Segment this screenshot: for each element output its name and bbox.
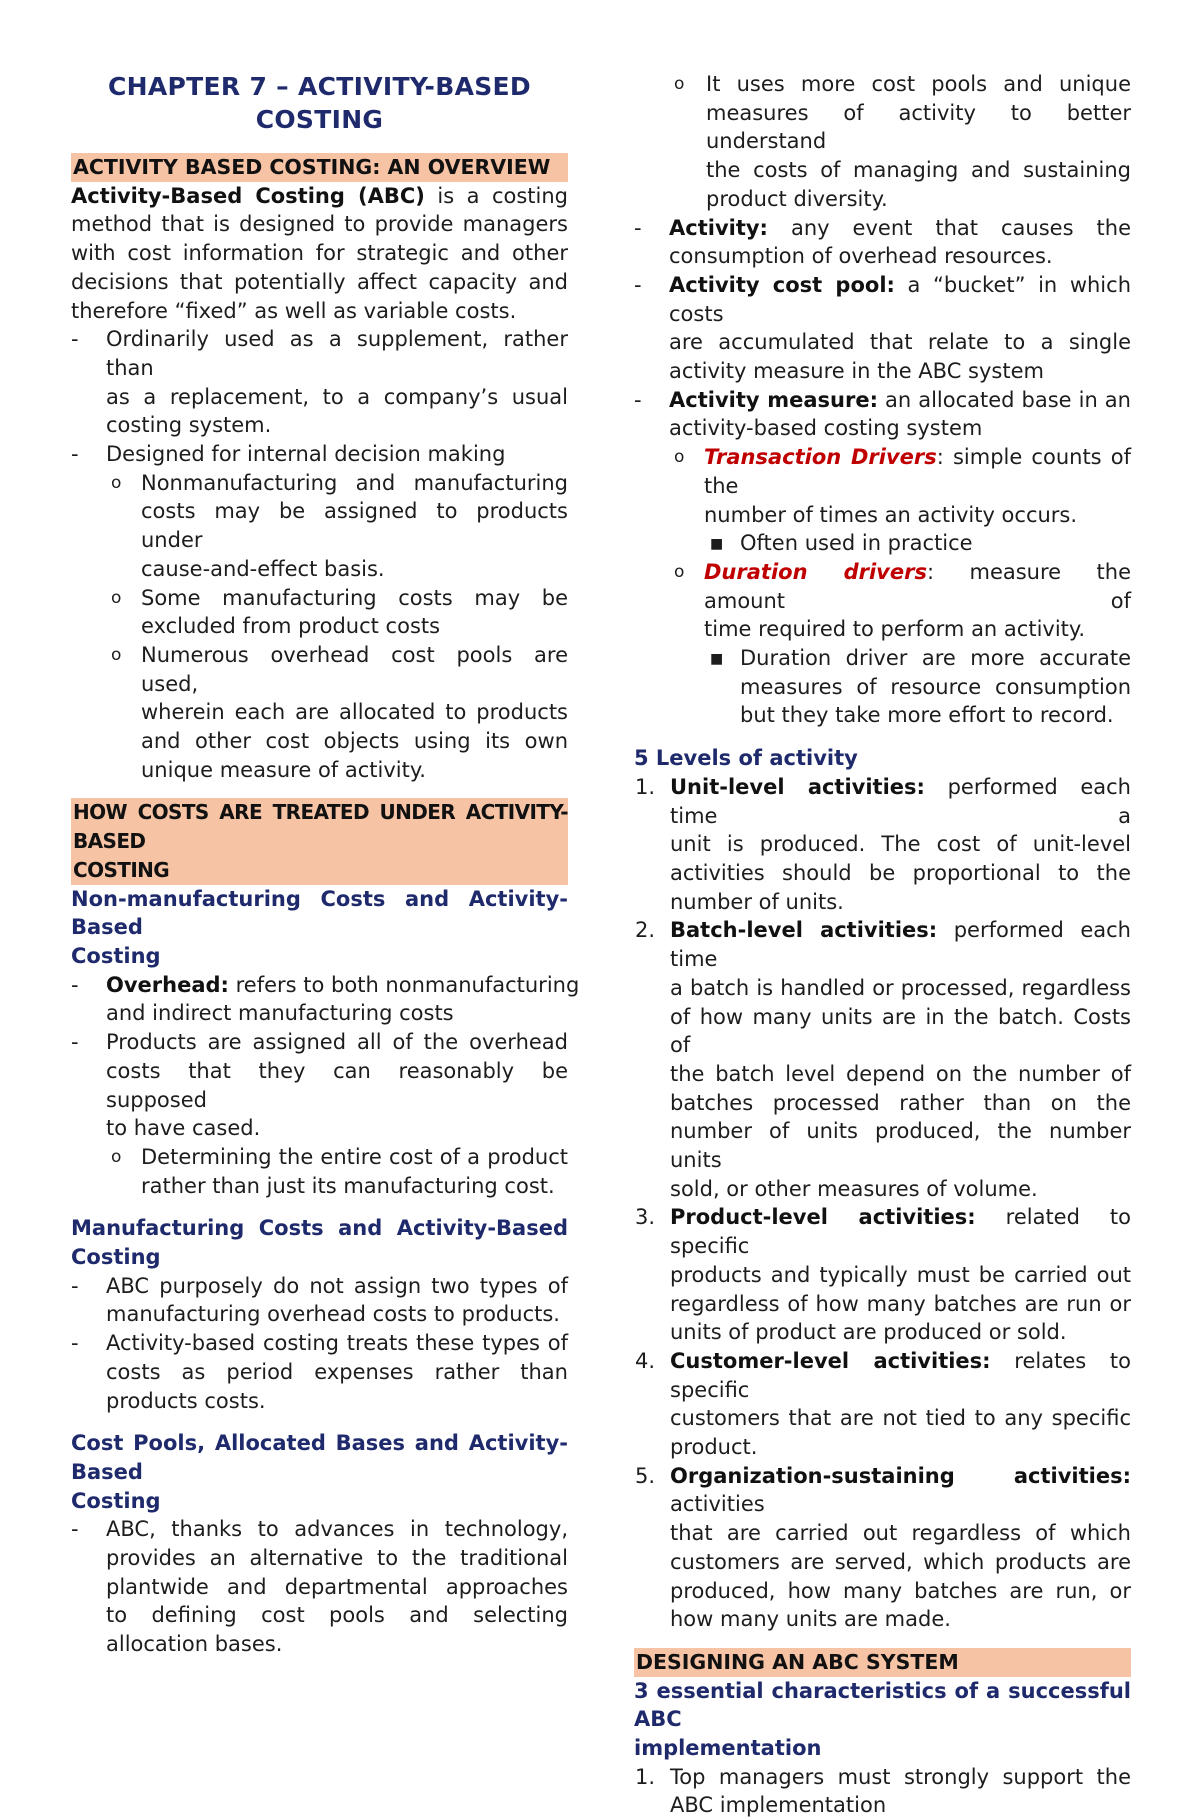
text: the batch level depend on the number of [670,1061,1131,1086]
subheading-cost-pools [71,1429,568,1515]
bullet-activity-cost-pool [634,271,1131,386]
title-line-1: CHAPTER 7 – ACTIVITY-BASED [108,72,531,101]
text: measures of resource consumption [740,674,1131,699]
text: an allocated base in an [877,387,1131,412]
level-5 [634,1462,1131,1634]
text: allocation bases. [106,1632,283,1657]
text: but they take more effort to record. [740,703,1114,728]
text: provides an alternative to the traditional [106,1546,568,1571]
text: 1. [635,1764,656,1789]
dash-bullet: - [71,327,79,352]
text: Non-manufacturing Costs and Activity-Based [71,886,568,940]
text: ABC purposely do not assign two types of [106,1273,568,1298]
text: number of units. [670,889,844,914]
text: costs as period expenses rather than [106,1359,568,1384]
subbullet-transaction-drivers [634,443,1131,529]
abc-definition-line-3: with cost information for strategic and other [71,241,568,266]
section-heading-how-costs [71,798,568,884]
bullet-internal-decision [71,440,568,469]
text: Product-level activities: [670,1205,976,1230]
text: customers are served, which products are [670,1549,1131,1574]
square-bullet-accurate [634,644,1131,730]
text: Often used in practice [740,531,973,556]
text: rather than just its manufacturing cost. [141,1173,555,1198]
dash-bullet: - [71,1331,79,1356]
text: units of product are produced or sold. [670,1320,1067,1345]
text: performed each time a [670,774,1131,828]
text: 3. [635,1205,656,1230]
text: a “bucket” in which costs [669,272,1131,326]
text: HOW COSTS ARE TREATED UNDER ACTIVITY-BASED [73,800,568,854]
dash-bullet: - [71,1273,79,1298]
text: and indirect manufacturing costs [106,1001,454,1026]
subheading-essential-characteristics [634,1677,1131,1763]
text: 4. [635,1348,656,1373]
section-heading-overview: ACTIVITY BASED COSTING: AN OVERVIEW [71,153,568,182]
subbullet-cost-pools [71,641,568,785]
text: batches processed rather than on the [670,1090,1131,1115]
text: Duration drivers [704,559,927,584]
text: time required to perform an activity. [704,617,1086,642]
bullet-abc-purposely [71,1272,568,1329]
text: is a costing [424,183,568,208]
text: Designed for internal decision making [106,442,506,467]
text: ABC implementation [670,1793,887,1818]
text: Top managers must strongly support the [670,1764,1131,1789]
text: Determining the entire cost of a product [141,1144,568,1169]
page-title [71,70,568,136]
dash-bullet: - [634,387,642,412]
text: costing system. [106,413,272,438]
subbullet-more-cost-pools [634,70,1131,214]
circle-bullet: o [674,447,685,468]
text: products costs. [106,1388,266,1413]
text: consumption of overhead resources. [669,244,1053,269]
text: costs that they can reasonably be supposed [106,1058,568,1112]
text: COSTING [73,857,170,882]
characteristic-1 [634,1763,1131,1820]
subheading-nonmanufacturing [71,885,568,971]
text: Manufacturing Costs and Activity-Based [71,1216,568,1241]
text: : measure the amount of [704,559,1131,613]
text: Costing [71,1488,161,1513]
text: a batch is handled or processed, regardless [670,975,1131,1000]
text: excluded from product costs [141,614,441,639]
text: activity-based costing system [669,416,983,441]
text: Activity-based costing treats these types of [106,1331,568,1356]
text: that are carried out regardless of which [670,1521,1131,1546]
bullet-activity [634,214,1131,271]
text: number of times an activity occurs. [704,502,1078,527]
text: related to specific [670,1205,1131,1259]
bullet-supplement [71,325,568,440]
circle-bullet: o [674,74,685,94]
bullet-overhead [71,971,580,1028]
text: Ordinarily used as a supplement, rather than [106,327,568,380]
text: number of units produced, the number units [670,1119,1131,1173]
text: customers that are not tied to any specific [670,1406,1131,1431]
text: as a replacement, to a company’s usual [106,384,568,409]
text: unit is produced. The cost of unit-level [670,832,1131,857]
text: Products are assigned all of the overhead [106,1030,568,1055]
text: Nonmanufacturing and manufacturing [141,470,568,495]
text: Overhead: [106,972,229,997]
dash-bullet: - [71,1517,79,1542]
dash-bullet: - [634,272,642,297]
text: product. [670,1435,758,1460]
text: Numerous overhead cost pools are used, [141,642,568,696]
level-2 [634,916,1131,1203]
text: sold, or other measures of volume. [670,1176,1038,1201]
subbullet-nonmanufacturing [71,469,568,584]
text: of how many units are in the batch. Costs of [670,1004,1131,1058]
text: manufacturing overhead costs to products. [106,1302,560,1327]
abc-definition-line-5: therefore “fixed” as well as variable costs. [71,298,517,323]
text: cause-and-effect basis. [141,556,385,581]
level-1 [634,773,1131,917]
text: wherein each are allocated to products [141,700,568,725]
text: produced, how many batches are run, or [670,1578,1131,1603]
text: to have cased. [106,1116,261,1141]
text: 3 essential characteristics of a successful ABC [634,1678,1131,1732]
text: any event that causes the [767,215,1131,240]
subbullet-entire-cost [71,1143,568,1200]
text: Unit-level activities: [670,774,925,799]
abc-definition-line-4: decisions that potentially affect capacity and [71,269,568,294]
text: ABC, thanks to advances in technology, [106,1517,568,1542]
text: costs may be assigned to products under [141,499,568,553]
text: Organization-sustaining activities: [670,1463,1131,1488]
text: Transaction Drivers [704,445,937,470]
level-4 [634,1347,1131,1462]
text: product diversity. [706,186,888,211]
text: measures of activity to better understand [706,100,1131,154]
title-line-2: COSTING [255,105,384,134]
text: performed each time [670,918,1131,972]
text: 5. [635,1463,656,1488]
text: Costing [71,1245,161,1270]
square-bullet: ■ [710,536,724,553]
text: unique measure of activity. [141,757,426,782]
text: how many units are made. [670,1607,951,1632]
text: implementation [634,1736,822,1761]
circle-bullet: o [111,587,122,608]
text: activities [670,1492,765,1517]
text: products and typically must be carried out [670,1262,1131,1287]
bullet-technology [71,1515,568,1659]
section-heading-designing: DESIGNING AN ABC SYSTEM [634,1648,1131,1677]
text: activity measure in the ABC system [669,359,1044,384]
subbullet-excluded [71,584,568,641]
text: 2. [635,918,656,943]
subheading-levels: 5 Levels of activity [634,746,858,771]
subheading-manufacturing [71,1214,568,1271]
subbullet-duration-drivers [634,558,1131,644]
bullet-activity-measure [634,386,1131,443]
text: Activity cost pool: [669,272,895,297]
dash-bullet: - [634,215,642,240]
square-bullet: ■ [710,651,724,668]
text: plantwide and departmental approaches [106,1574,568,1599]
circle-bullet: o [111,1146,122,1167]
text: are accumulated that relate to a single [669,330,1131,355]
text: It uses more cost pools and unique [706,72,1131,96]
right-column [634,70,1131,1820]
dash-bullet: - [71,1030,79,1055]
text: and other cost objects using its own [141,729,568,754]
text: Costing [71,943,161,968]
text: Activity measure: [669,387,878,412]
abc-term: Activity-Based Costing (ABC) [71,183,425,208]
abc-definition-line-1 [71,182,568,211]
bullet-period-expenses [71,1329,568,1415]
text: Activity: [669,215,768,240]
dash-bullet: - [71,972,79,997]
text: relates to specific [670,1348,1131,1402]
text: : simple counts of the [704,445,1131,498]
level-3 [634,1203,1131,1347]
text: Customer-level activities: [670,1348,991,1373]
circle-bullet: o [111,644,122,665]
dash-bullet: - [71,442,79,467]
circle-bullet: o [111,472,122,493]
text: refers to both nonmanufacturing [228,972,580,997]
text: activities should be proportional to the [670,860,1131,885]
text: the costs of managing and sustaining [706,158,1131,183]
text: Cost Pools, Allocated Bases and Activity-Based [71,1431,568,1484]
bullet-products-assigned [71,1028,568,1143]
text: to defining cost pools and selecting [106,1603,568,1628]
abc-definition-line-2: method that is designed to provide managers [71,212,568,237]
text: regardless of how many batches are run or [670,1291,1131,1316]
text: Some manufacturing costs may be [141,585,568,610]
square-bullet-practice [634,529,1131,558]
text: Batch-level activities: [670,918,938,943]
text: 1. [635,774,656,799]
left-column [71,153,580,1659]
circle-bullet: o [674,561,685,582]
text: Duration driver are more accurate [740,646,1131,671]
